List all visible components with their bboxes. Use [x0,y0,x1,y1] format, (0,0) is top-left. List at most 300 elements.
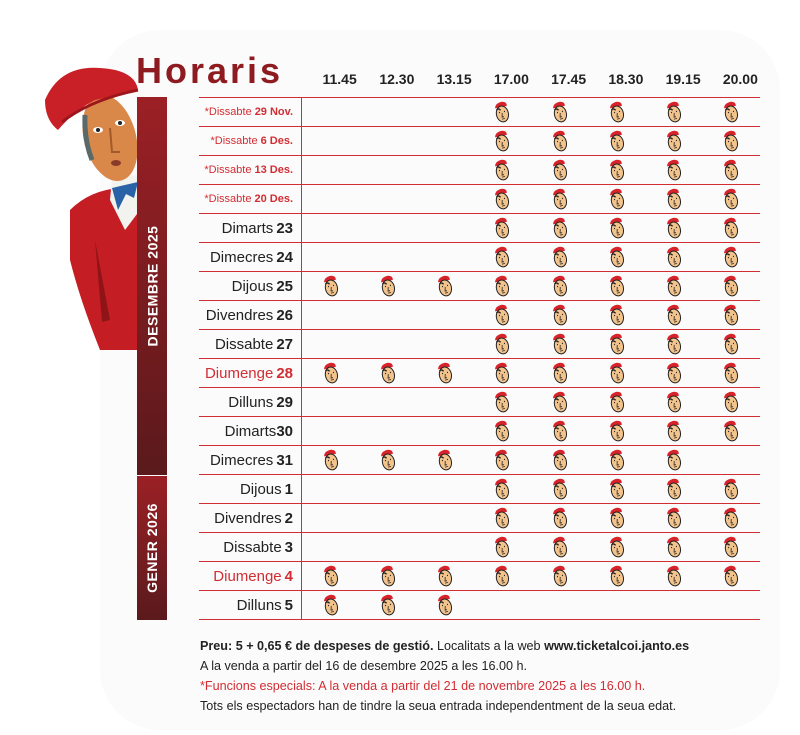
puppet-face-icon [492,129,512,154]
puppet-face-icon [664,419,684,444]
day-name: Dissabte [214,335,274,353]
show-cell[interactable] [646,243,703,271]
show-cell[interactable] [474,562,531,590]
puppet-face-icon [607,187,627,212]
show-cell[interactable] [646,156,703,184]
schedule-row [199,98,760,127]
show-cell[interactable] [531,475,588,503]
day-date: 29 [276,393,293,411]
show-cell[interactable] [646,504,703,532]
show-cell[interactable] [417,272,474,300]
show-cell[interactable] [646,562,703,590]
puppet-face-icon [492,448,512,473]
day-label [199,272,302,300]
schedule-row [199,388,760,417]
show-cell [703,446,760,474]
schedule-row [199,359,760,388]
puppet-face-icon [721,303,741,328]
schedule-row [199,562,760,591]
day-date: 24 [276,248,293,266]
day-name: *Dissabte [204,106,252,118]
show-cell[interactable] [703,359,760,387]
show-cell[interactable] [474,504,531,532]
puppet-face-icon [550,274,570,299]
puppet-face-icon [435,361,455,386]
show-cell[interactable] [646,301,703,329]
time-slot-header: 17.00 [493,71,529,87]
schedule-row [199,330,760,359]
month-label: GENER 2026 [144,503,161,593]
day-label [199,243,302,271]
puppet-face-icon [378,448,398,473]
day-label [199,591,302,619]
puppet-face-icon [721,332,741,357]
schedule-row [199,127,760,156]
show-cell[interactable] [359,272,416,300]
show-cell[interactable] [531,359,588,387]
show-cell[interactable] [588,98,645,126]
special-sale-line: *Funcions especials: A la venda a partir del 21 de novembre 2025 a les 16.00 h. [200,679,646,693]
show-cell[interactable] [646,417,703,445]
puppet-face-icon [607,564,627,589]
month-bar-desembre [137,97,167,475]
show-cell[interactable] [302,446,359,474]
show-cell [359,214,416,242]
show-cell [417,185,474,213]
show-cell[interactable] [531,330,588,358]
show-cell[interactable] [474,446,531,474]
puppet-face-icon [607,419,627,444]
show-cell[interactable] [531,533,588,561]
show-cell [417,243,474,271]
day-label [199,185,302,213]
puppet-face-icon [550,477,570,502]
show-cell[interactable] [646,98,703,126]
day-label [199,98,302,126]
puppet-face-icon [492,274,512,299]
show-cell [474,591,531,619]
show-cell[interactable] [531,562,588,590]
show-cell[interactable] [646,185,703,213]
schedule-row [199,243,760,272]
day-label [199,330,302,358]
show-cell[interactable] [703,562,760,590]
puppet-face-icon [550,419,570,444]
show-cell[interactable] [588,504,645,532]
show-cell[interactable] [588,301,645,329]
time-slot-header: 13.15 [436,71,472,87]
puppet-face-icon [492,390,512,415]
puppet-face-icon [721,100,741,125]
day-date: 28 [276,364,293,382]
show-cell[interactable] [703,185,760,213]
day-date: 26 [276,306,293,324]
show-cell [417,98,474,126]
day-label [199,562,302,590]
show-cell[interactable] [531,156,588,184]
show-cell[interactable] [588,127,645,155]
puppet-face-icon [435,448,455,473]
schedule-row [199,301,760,330]
show-cell[interactable] [417,359,474,387]
show-cell[interactable] [302,591,359,619]
show-cell [359,98,416,126]
show-cell [302,127,359,155]
puppet-face-icon [492,245,512,270]
show-cell[interactable] [474,388,531,416]
time-slot-header: 12.30 [379,71,415,87]
show-cell[interactable] [588,475,645,503]
puppet-face-icon [721,535,741,560]
show-cell[interactable] [474,330,531,358]
show-cell[interactable] [531,272,588,300]
show-cell [359,156,416,184]
day-label [199,214,302,242]
day-name: Dijous [239,480,282,498]
time-slot-header: 20.00 [722,71,758,87]
show-cell [417,388,474,416]
puppet-face-icon [721,419,741,444]
puppet-face-icon [550,448,570,473]
show-cell [302,185,359,213]
day-date: 13 Des. [254,164,293,176]
puppet-face-icon [321,448,341,473]
show-cell[interactable] [646,214,703,242]
puppet-face-icon [721,216,741,241]
puppet-face-icon [550,361,570,386]
show-cell[interactable] [588,156,645,184]
time-slot-header: 17.45 [551,71,587,87]
schedule-row [199,475,760,504]
puppet-face-icon [664,390,684,415]
day-date: 2 [284,509,293,527]
show-cell[interactable] [588,330,645,358]
day-date: 4 [284,567,293,585]
show-cell [359,330,416,358]
ticket-policy-line: Tots els espectadors han de tindre la seua entrada independentment de la seua edat. [200,699,677,713]
show-cell[interactable] [588,243,645,271]
show-cell[interactable] [588,185,645,213]
puppet-face-icon [721,129,741,154]
puppet-face-icon [664,216,684,241]
show-cell[interactable] [531,446,588,474]
show-cell[interactable] [646,475,703,503]
puppet-face-icon [492,187,512,212]
show-cell [359,127,416,155]
day-name: *Dissabte [204,193,252,205]
show-cell [302,156,359,184]
day-name: Diumenge [204,364,274,382]
puppet-face-icon [492,506,512,531]
show-cell [417,301,474,329]
show-cell[interactable] [646,533,703,561]
show-cell[interactable] [646,388,703,416]
time-slot-header: 18.30 [608,71,644,87]
day-label [199,504,302,532]
show-cell [531,591,588,619]
day-date: 1 [284,480,293,498]
show-cell[interactable] [474,272,531,300]
day-date: 31 [276,451,293,469]
show-cell[interactable] [703,127,760,155]
day-label [199,533,302,561]
puppet-face-icon [550,303,570,328]
show-cell[interactable] [588,359,645,387]
day-name: Dissabte [223,538,282,556]
show-cell[interactable] [703,330,760,358]
puppet-face-icon [721,564,741,589]
puppet-face-icon [492,332,512,357]
puppet-face-icon [664,506,684,531]
puppet-illustration [40,60,150,350]
puppet-face-icon [664,535,684,560]
time-slot-header: 11.45 [322,71,357,87]
day-date: 5 [284,596,293,614]
puppet-face-icon [378,593,398,618]
show-cell[interactable] [646,359,703,387]
puppet-face-icon [607,477,627,502]
puppet-face-icon [664,477,684,502]
show-cell [703,591,760,619]
puppet-face-icon [550,390,570,415]
show-cell [302,330,359,358]
show-cell[interactable] [417,446,474,474]
page-title: Horaris [136,50,284,91]
day-date: 27 [276,335,293,353]
puppet-face-icon [607,158,627,183]
puppet-face-icon [550,129,570,154]
show-cell[interactable] [474,214,531,242]
schedule-row [199,417,760,446]
puppet-face-icon [607,506,627,531]
puppet-face-icon [607,332,627,357]
day-name: Divendres [205,306,274,324]
show-cell[interactable] [474,417,531,445]
puppet-face-icon [435,274,455,299]
show-cell[interactable] [588,446,645,474]
puppet-face-icon [550,216,570,241]
puppet-face-icon [664,187,684,212]
puppet-face-icon [607,245,627,270]
time-header-row [311,71,769,89]
schedule-row [199,446,760,475]
show-cell[interactable] [474,156,531,184]
show-cell[interactable] [417,562,474,590]
schedule-row [199,504,760,533]
month-label: DESEMBRE 2025 [144,225,161,347]
puppet-face-icon [550,332,570,357]
day-label [199,127,302,155]
show-cell [302,243,359,271]
puppet-face-icon [664,129,684,154]
day-label [199,359,302,387]
show-cell[interactable] [302,562,359,590]
puppet-face-icon [607,216,627,241]
show-cell[interactable] [703,533,760,561]
time-slot-header: 19.15 [665,71,701,87]
show-cell[interactable] [588,272,645,300]
puppet-face-icon [378,564,398,589]
show-cell [417,475,474,503]
show-cell[interactable] [474,359,531,387]
show-cell [417,533,474,561]
sale-date-line: A la venda a partir del 16 de desembre 2025 a les 16.00 h. [200,659,527,673]
day-name: Dimarts [224,422,277,440]
day-name: *Dissabte [204,164,252,176]
show-cell [359,185,416,213]
show-cell [359,243,416,271]
show-cell[interactable] [359,446,416,474]
schedule-row [199,533,760,562]
puppet-face-icon [721,187,741,212]
show-cell[interactable] [474,185,531,213]
show-cell[interactable] [302,359,359,387]
show-cell [302,533,359,561]
day-label [199,446,302,474]
show-cell[interactable] [474,475,531,503]
schedule-row [199,214,760,243]
show-cell [588,591,645,619]
show-cell[interactable] [703,417,760,445]
puppet-face-icon [664,158,684,183]
price-line [200,636,780,656]
puppet-face-icon [550,100,570,125]
puppet-face-icon [721,506,741,531]
show-cell [359,301,416,329]
show-cell[interactable] [531,214,588,242]
puppet-face-icon [321,593,341,618]
show-cell[interactable] [703,243,760,271]
show-cell[interactable] [359,562,416,590]
show-cell[interactable] [703,272,760,300]
show-cell[interactable] [588,214,645,242]
show-cell[interactable] [703,504,760,532]
show-cell[interactable] [646,446,703,474]
show-cell [417,504,474,532]
show-cell [302,98,359,126]
show-cell[interactable] [302,272,359,300]
show-cell[interactable] [531,98,588,126]
show-cell[interactable] [646,127,703,155]
show-cell[interactable] [531,185,588,213]
puppet-face-icon [550,158,570,183]
price-text: Preu: 5 + 0,65 € de despeses de gestió. [200,639,434,653]
puppet-face-icon [721,477,741,502]
show-cell[interactable] [531,504,588,532]
puppet-face-icon [607,390,627,415]
show-cell [646,591,703,619]
show-cell[interactable] [588,417,645,445]
show-cell [302,388,359,416]
show-cell[interactable] [531,127,588,155]
show-cell[interactable] [588,562,645,590]
puppet-face-icon [321,564,341,589]
puppet-face-icon [492,361,512,386]
puppet-face-icon [550,564,570,589]
show-cell[interactable] [588,388,645,416]
show-cell[interactable] [703,98,760,126]
show-cell[interactable] [474,301,531,329]
day-date: 23 [276,219,293,237]
puppet-face-icon [550,245,570,270]
show-cell [359,533,416,561]
show-cell [302,475,359,503]
show-cell [302,301,359,329]
day-name: Dijous [231,277,274,295]
puppet-face-icon [664,274,684,299]
month-bar-gener [137,476,167,620]
show-cell [417,156,474,184]
puppet-face-icon [664,448,684,473]
puppet-face-icon [607,448,627,473]
puppet-face-icon [321,274,341,299]
puppet-face-icon [721,245,741,270]
puppet-face-icon [492,477,512,502]
show-cell[interactable] [474,98,531,126]
day-name: Divendres [214,509,282,527]
show-cell[interactable] [703,214,760,242]
show-cell[interactable] [646,330,703,358]
show-cell[interactable] [588,533,645,561]
show-cell[interactable] [703,156,760,184]
puppet-face-icon [721,361,741,386]
puppet-face-icon [550,506,570,531]
show-cell[interactable] [531,417,588,445]
show-cell [359,504,416,532]
show-cell[interactable] [703,475,760,503]
show-cell [359,475,416,503]
show-cell[interactable] [646,272,703,300]
puppet-face-icon [492,100,512,125]
puppet-face-icon [721,274,741,299]
puppet-face-icon [664,245,684,270]
puppet-face-icon [664,100,684,125]
show-cell[interactable] [359,359,416,387]
puppet-face-icon [435,564,455,589]
show-cell[interactable] [474,533,531,561]
puppet-face-icon [607,129,627,154]
day-name: Dilluns [236,596,282,614]
day-label [199,156,302,184]
show-cell[interactable] [703,301,760,329]
show-cell[interactable] [359,591,416,619]
schedule-row [199,272,760,301]
puppet-face-icon [550,187,570,212]
show-cell[interactable] [703,388,760,416]
show-cell [359,388,416,416]
puppet-face-icon [721,158,741,183]
puppet-face-icon [550,535,570,560]
puppet-face-icon [664,564,684,589]
day-label [199,388,302,416]
show-cell[interactable] [531,301,588,329]
show-cell[interactable] [474,243,531,271]
day-date: 29 Nov. [254,106,293,118]
show-cell[interactable] [474,127,531,155]
show-cell[interactable] [417,591,474,619]
day-date: 20 Des. [254,193,293,205]
puppet-face-icon [492,419,512,444]
puppet-face-icon [607,535,627,560]
puppet-face-icon [492,303,512,328]
puppet-face-icon [435,593,455,618]
show-cell[interactable] [531,388,588,416]
puppet-face-icon [378,361,398,386]
show-cell[interactable] [531,243,588,271]
puppet-face-icon [664,303,684,328]
website-link[interactable]: www.ticketalcoi.janto.es [544,639,690,653]
show-cell [417,127,474,155]
